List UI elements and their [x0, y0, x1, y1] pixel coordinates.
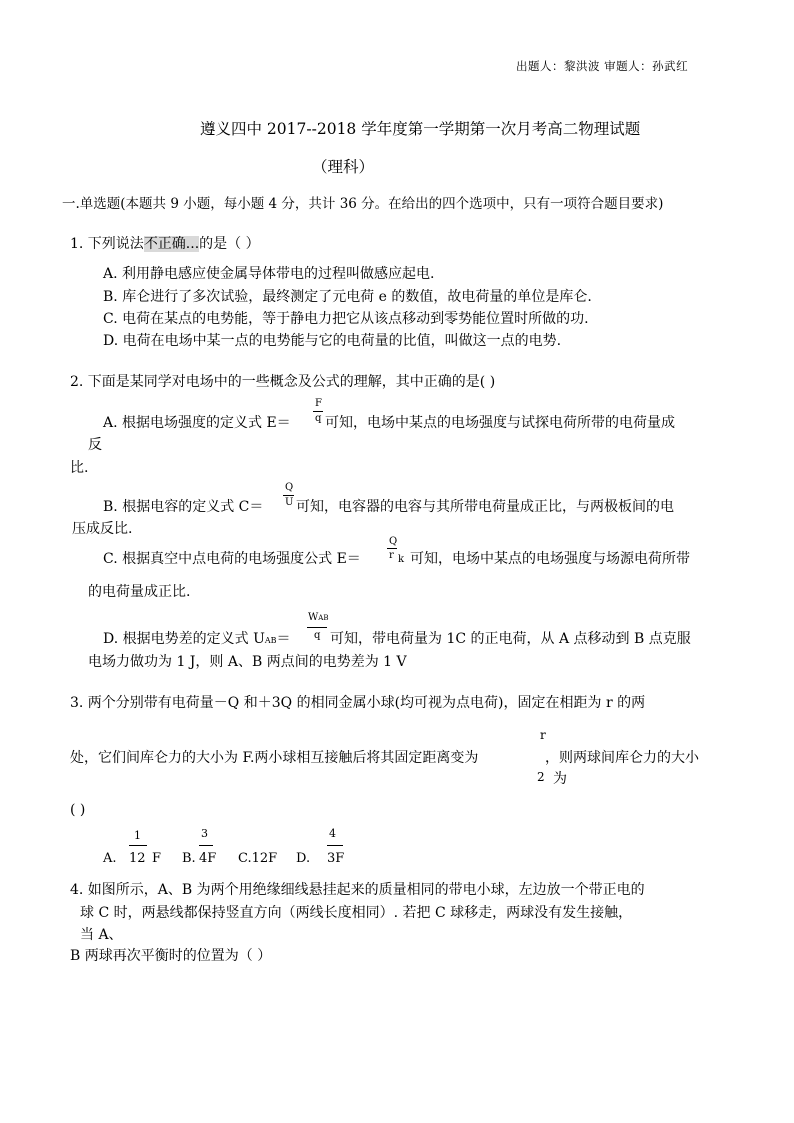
q3-option-b-denominator: 4F: [199, 851, 217, 866]
exam-title: 遵义四中 2017--2018 学年度第一学期第一次月考高二物理试题: [200, 120, 641, 138]
q3d-numerator: 4: [329, 827, 336, 840]
question-3-line2-post: ，则两球间库仑力的大小: [545, 750, 699, 766]
q2d-num-subscript: AB: [318, 614, 329, 622]
q2d-pre-subscript: AB: [264, 636, 277, 645]
q2-option-a-pre: A. 根据电场强度的定义式 E＝: [103, 415, 291, 431]
q3d-frac-bar: [327, 845, 343, 846]
q1-stem-pre: 1. 下列说法: [70, 236, 144, 252]
q2a-frac-bar: [313, 411, 323, 412]
q1-option-b: B. 库仑进行了多次试验，最终测定了元电荷 e 的数值，故电荷量的单位是库仑.: [103, 289, 592, 305]
q1-option-a: A. 利用静电感应使金属导体带电的过程叫做感应起电.: [103, 266, 435, 282]
question-4-line4: B 两球再次平衡时的位置为（ ）: [70, 948, 272, 964]
q2-option-d-pre: [103, 631, 291, 649]
q2d-frac-numerator: [308, 613, 328, 623]
q2d-pre-text: D. 根据电势差的定义式 U: [103, 631, 265, 647]
q2b-frac-numerator: Q: [285, 482, 294, 493]
question-3-line1: 3. 两个分别带有电荷量－Q 和＋3Q 的相同金属小球(均可视为点电荷)，固定在相距为 r 的两: [70, 695, 646, 711]
q3a-frac-bar: [129, 845, 147, 846]
question-3-line2-tail: 为: [553, 771, 567, 787]
q3-option-a-label: A.: [103, 851, 117, 866]
question-4-line2: 球 C 时，两悬线都保持竖直方向（两线长度相同）. 若把 C 球移走，两球没有发生接触，: [80, 905, 633, 921]
q1-stem-highlight: 不正确...: [143, 236, 200, 252]
q2-option-d-post: 可知，带电荷量为 1C 的正电荷，从 A 点移动到 B 点克服: [330, 631, 691, 647]
q2a-frac-numerator: F: [315, 398, 322, 409]
q3-frac-numerator: r: [540, 728, 546, 742]
q3-option-b-label: B.: [182, 851, 196, 866]
question-1-stem: [70, 236, 260, 252]
question-2-stem: 2. 下面是某同学对电场中的一些概念及公式的理解，其中正确的是( ): [70, 374, 496, 390]
q3-option-d-denominator: 3F: [327, 851, 345, 866]
q2-option-a-line2: 反: [88, 437, 102, 453]
q2-option-c-line2: 的电荷量成正比.: [88, 584, 191, 600]
q3b-numerator: 3: [201, 827, 208, 840]
q2c-frac-bar: [387, 548, 397, 549]
q2-option-b-pre: B. 根据电容的定义式 C＝: [103, 499, 264, 515]
q1-option-d: D. 电荷在电场中某一点的电势能与它的电荷量的比值，叫做这一点的电势.: [103, 333, 562, 349]
q2-option-c-post: 可知，电场中某点的电场强度与场源电荷所带: [410, 551, 690, 567]
q1-option-c: C. 电荷在某点的电势能，等于静电力把它从该点移动到零势能位置时所做的功.: [103, 311, 589, 327]
q2c-frac-denominator: r: [389, 550, 394, 561]
q3a-numerator: 1: [134, 829, 141, 842]
q3-option-c: C.12F: [238, 851, 278, 866]
q2b-frac-bar: [283, 495, 294, 496]
q2-option-b-line2: 压成反比.: [72, 521, 133, 537]
q3-frac-denominator: 2: [537, 770, 545, 784]
q2-option-a-post: 可知，电场中某点的电场强度与试探电荷所带的电荷量成: [325, 415, 675, 431]
q2d-frac-bar: [307, 627, 327, 628]
q2a-frac-denominator: q: [315, 413, 322, 424]
author-line: 出题人：黎洪波 审题人：孙武红: [516, 59, 689, 73]
q3-option-a-unit: F: [152, 851, 162, 866]
q3-option-a-denominator: 12: [129, 851, 146, 866]
question-3-line3: ( ): [70, 802, 86, 818]
q2d-num-w: W: [308, 612, 319, 623]
q1-stem-post: 的是（ ）: [199, 236, 260, 252]
q2-option-d-line2: 电场力做功为 1 J，则 A、B 两点间的电势差为 1 V: [88, 654, 407, 670]
section-heading: 一.单选题(本题共 9 小题，每小题 4 分，共计 36 分。在给出的四个选项中，只有一项符合题目要求): [62, 196, 664, 212]
question-4-line3: 当 A、: [80, 927, 123, 943]
q2b-frac-denominator: U: [285, 497, 294, 508]
q3b-frac-bar: [199, 845, 213, 846]
q2-option-c-pre: C. 根据真空中点电荷的电场强度公式 E＝: [103, 551, 361, 567]
q2-option-a-line3: 比.: [70, 460, 89, 476]
q2c-k-symbol: k: [398, 554, 405, 565]
exam-subtitle: （理科）: [312, 158, 375, 176]
q3-option-d-label: D.: [296, 851, 311, 866]
q2c-frac-numerator: Q: [389, 536, 398, 547]
q2d-equals: ＝: [276, 631, 291, 647]
q2-option-b-post: 可知，电容器的电容与其所带电荷量成正比，与两极板间的电: [296, 499, 674, 515]
question-4-line1: 4. 如图所示，A、B 为两个用绝缘细线悬挂起来的质量相同的带电小球，左边放一个带正电的: [70, 882, 645, 898]
q2d-frac-denominator: q: [314, 630, 321, 641]
question-3-line2-pre: 处，它们间库仑力的大小为 F.两小球相互接触后将其固定距离变为: [70, 750, 479, 766]
